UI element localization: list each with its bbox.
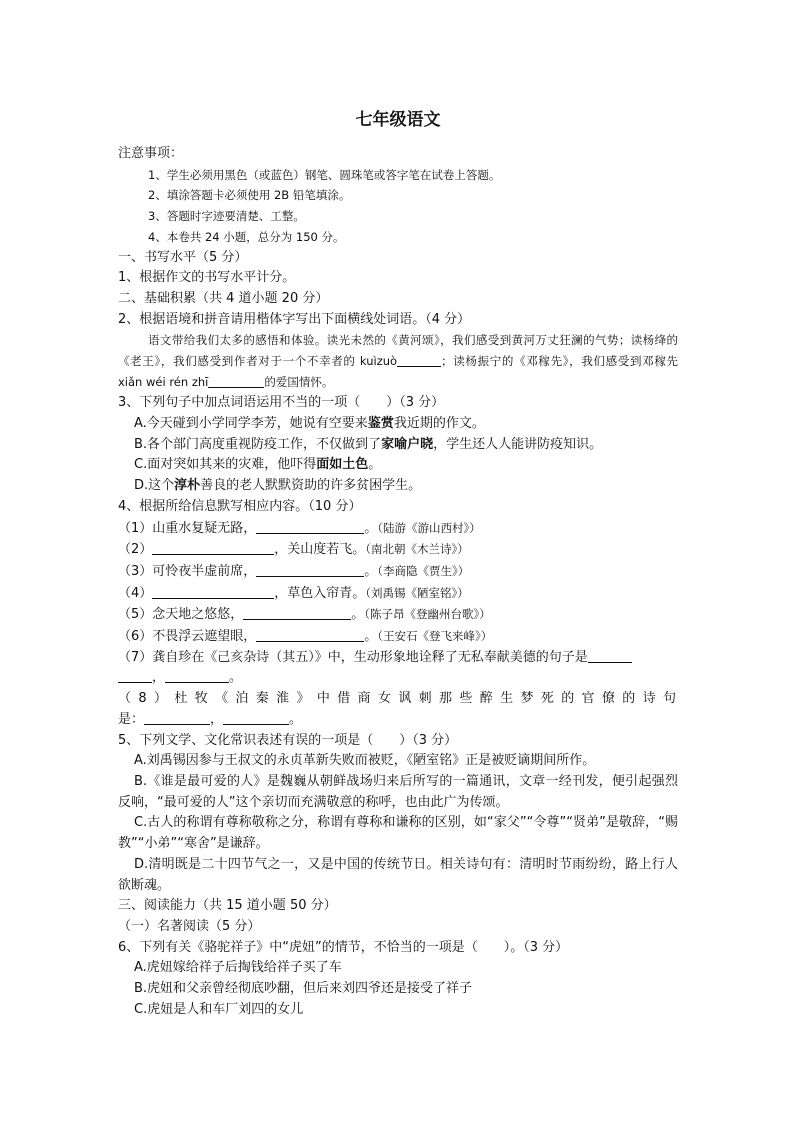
option-a: A.虎妞嫁给祥子后掏钱给祥子买了车 [134,960,342,976]
section-heading: 二、基础积累（共 4 道小题 20 分） [118,290,329,306]
exam-page [118,100,678,1020]
answer-blank[interactable] [256,627,364,642]
question-2-stem: 2、根据语境和拼音请用楷体字写出下面横线处词语。（4 分） [118,311,471,327]
notice-item: 1、学生必须用黑色（或蓝色）钢笔、圆珠笔或答字笔在试卷上答题。 [148,167,501,182]
notice-item: 2、填涂答题卡必须使用 2B 铅笔填涂。 [148,188,351,203]
question-2-passage: 语文带给我们太多的感悟和体验。读光未然的《黄河颂》，我们感受到黄河万丈狂澜的气势；读杨绛的《老王》，我们感受到作者对于一个不幸者的 kuìzuò ；读杨振宁的《邓稼先》，我们感受到邓稼先 xiǎn wéi rén zhī 的爱国情怀。 [118,333,679,390]
page-title: 七年级语文 [355,110,441,130]
recitation-item: （3）可怜夜半虚前席， 。（李商隐《贾生》） [118,563,470,579]
question-6-stem: 6、下列有关《骆驼祥子》中“虎妞”的情节，不恰当的一项是（ ）。（3 分） [118,939,569,955]
option-a: A.刘禹锡因参与王叔文的永贞革新失败而被贬，《陋室铭》正是被贬谪期间所作。 [134,753,596,769]
notice-item: 4、本卷共 24 小题，总分为 150 分。 [148,229,345,244]
answer-blank[interactable] [152,584,274,599]
section-heading: 三、阅读能力（共 15 道小题 50 分） [118,898,337,914]
dotted-word: 家喻户晓 [381,436,434,452]
option-d: D.这个淳朴善良的老人默默资助的许多贫困学生。 [134,478,422,494]
recitation-item: （6）不畏浮云遮望眼， 。（王安石《登飞来峰》） [118,629,493,645]
notice-item: 3、答题时字迹要清楚、工整。 [148,209,305,224]
answer-blank[interactable] [208,373,264,388]
section-heading: 一、书写水平（5 分） [118,249,248,265]
option-b: B.各个部门高度重视防疫工作，不仅做到了家喻户晓，学生还人人能讲防疫知识。 [134,436,603,452]
option-c: C.古人的称谓有尊称敬称之分，称谓有尊称和谦称的区别，如“家父”“令尊”“贤弟”是敬辞，“赐教”“小弟”“寒舍”是谦辞。 [118,815,678,852]
option-b: B.虎妞和父亲曾经彻底吵翻，但后来刘四爷还是接受了祥子 [134,981,473,997]
recitation-item: （2） ，关山度若飞。（南北朝《木兰诗》） [118,542,469,558]
answer-blank[interactable] [256,562,364,577]
recitation-item-8: （8）杜牧《泊秦淮》中借商女讽刺那些醉生梦死的官僚的诗句 [118,691,678,707]
option-a: A.今天碰到小学同学李芳，她说有空要来鉴赏我近期的作文。 [134,416,485,432]
answer-blank[interactable] [397,352,441,367]
dotted-word: 淳朴 [174,478,201,494]
recitation-item: ， 。 [118,668,678,689]
recitation-item: （1）山重水复疑无路， 。（陆游《游山西村》） [118,520,481,536]
answer-blank[interactable] [256,519,364,534]
recitation-item: （5）念天地之悠悠， 。（陈子昂《登幽州台歌》） [118,607,491,623]
option-c: C.面对突如其来的灾难，他吓得面如土色。 [134,457,382,473]
question-1: 1、根据作文的书写水平计分。 [118,270,296,286]
answer-blank[interactable] [165,668,229,683]
dotted-word: 面如土色 [316,457,369,473]
option-b: B.《谁是最可爱的人》是魏巍从朝鲜战场归来后所写的一篇通讯，文章一经刊发，便引起强烈反响，“最可爱的人”这个亲切而充满敬意的称呼，也由此广为传颂。 [118,773,678,810]
answer-blank[interactable] [223,710,289,725]
answer-blank[interactable] [144,710,210,725]
recitation-item: （4） ，草色入帘青。（刘禹锡《陋室铭》） [118,585,469,601]
answer-blank[interactable] [243,605,351,620]
question-5-stem: 5、下列文学、文化常识表述有误的一项是（ ）（3 分） [118,732,458,748]
subsection-heading: （一）名著阅读（5 分） [118,918,261,934]
answer-blank[interactable] [588,648,632,663]
option-d: D.清明既是二十四节气之一，又是中国的传统节日。相关诗句有：清明时节雨纷纷，路上行人欲断魂。 [118,856,678,893]
notice-heading: 注意事项： [118,146,184,161]
answer-blank[interactable] [118,668,152,683]
dotted-word: 鉴赏 [367,416,394,432]
question-4-stem: 4、根据所给信息默写相应内容。（10 分） [118,498,362,514]
option-c: C.虎妞是人和车厂刘四的女儿 [134,1001,304,1017]
question-3-stem: 3、下列句子中加点词语运用不当的一项（ ）（3 分） [118,395,445,411]
answer-blank[interactable] [152,540,274,555]
recitation-item: （7）龚自珍在《己亥杂诗（其五）》中，生动形象地诠释了无私奉献美德的句子是 [118,648,678,669]
recitation-item: 是： ， 。 [118,711,303,727]
